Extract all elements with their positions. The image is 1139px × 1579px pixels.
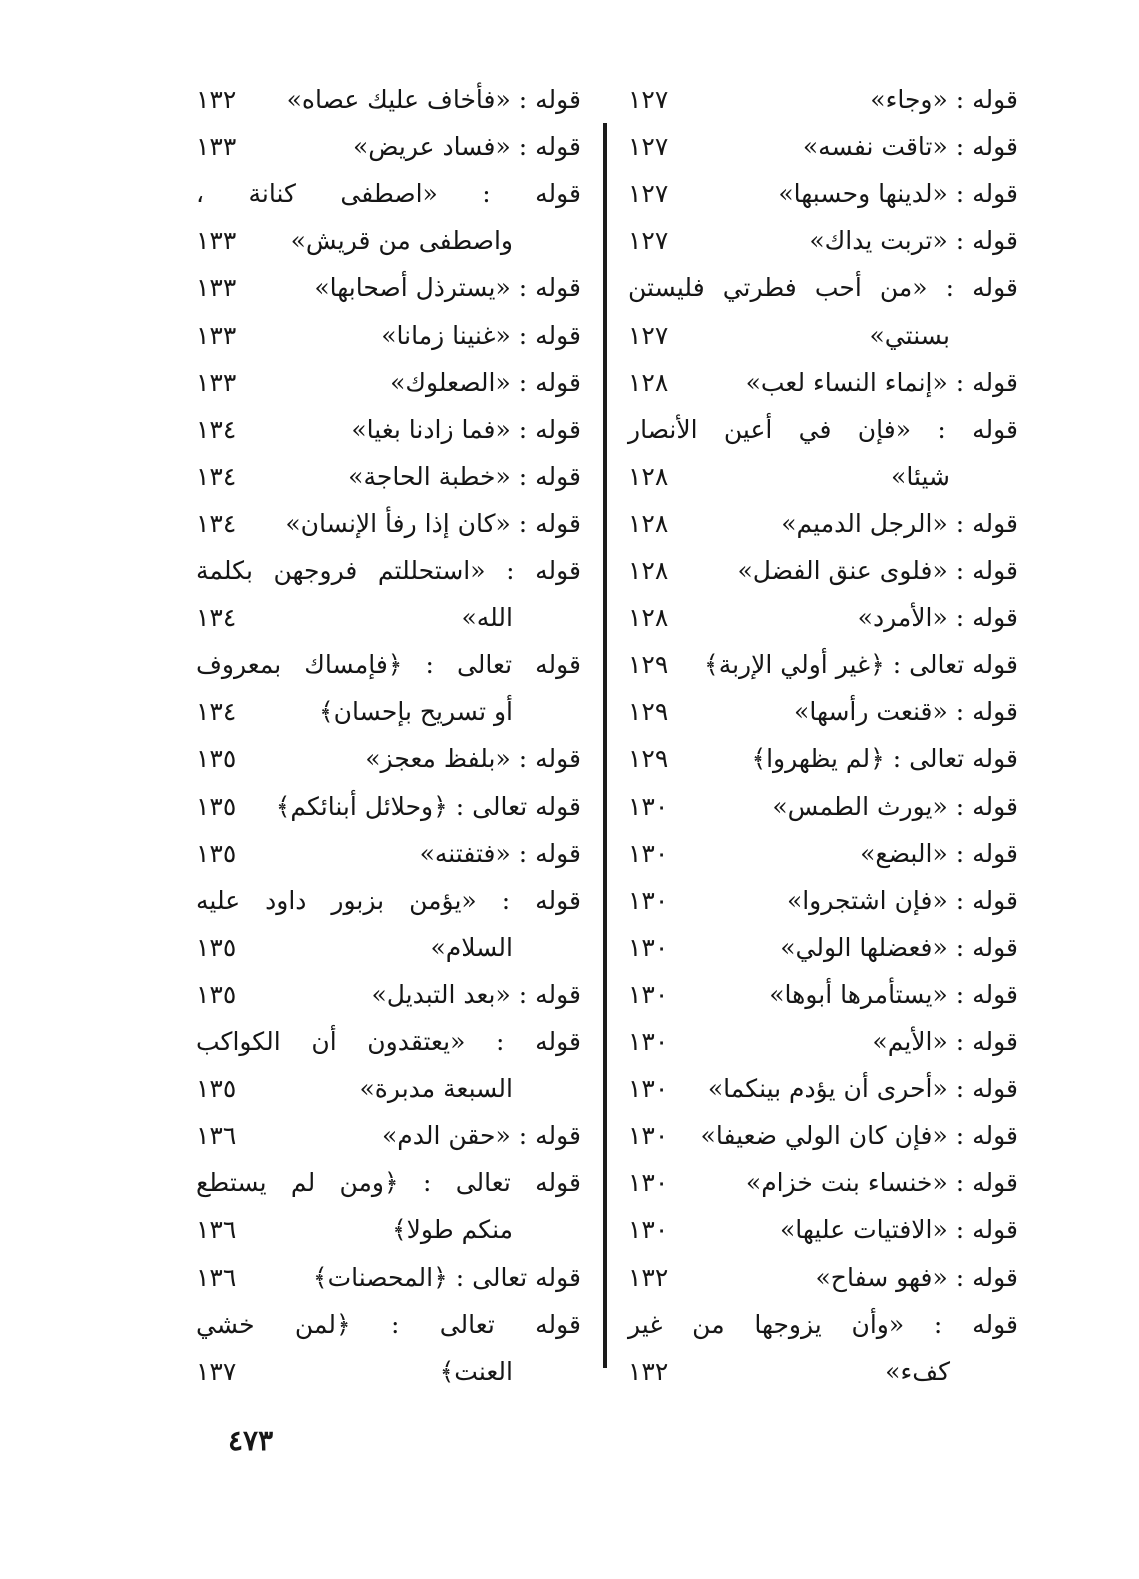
entry-text: واصطفى من قريش» xyxy=(290,226,513,256)
entry-text: قوله : «البضع» xyxy=(860,838,1018,868)
entry-page-number: ١٣٣ xyxy=(196,320,237,350)
entry-page-number: ١٣٥ xyxy=(196,1074,237,1104)
index-entry xyxy=(628,877,1018,925)
entry-page-number: ١٣٤ xyxy=(196,603,237,633)
entry-text: قوله : «فعضلها الولي» xyxy=(780,932,1018,962)
index-entry xyxy=(628,406,1018,454)
entry-page-number: ١٢٨ xyxy=(628,508,669,538)
entry-text: قوله : «من أحب فطرتي فليستن xyxy=(628,273,1018,303)
entry-page-number: ١٢٨ xyxy=(628,556,669,585)
entry-text: قوله : «تربت يداك» xyxy=(809,226,1018,256)
index-entry xyxy=(628,359,1018,407)
entry-page-number: ١٣٥ xyxy=(196,791,237,821)
entry-page-number: ١٢٧ xyxy=(628,320,669,350)
index-entry xyxy=(628,500,1018,548)
entry-text: العنت﴾ xyxy=(439,1356,513,1386)
entry-text: قوله : «فإن في أعين الأنصار xyxy=(628,414,1018,444)
entry-text: قوله : «فإن اشتجروا» xyxy=(786,885,1018,915)
entry-text: السلام» xyxy=(430,932,513,962)
entry-page-number: ١٢٨ xyxy=(628,461,669,491)
entry-text: قوله : «إنماء النساء لعب» xyxy=(745,367,1018,397)
entry-text: بسنتي» xyxy=(869,320,950,350)
index-entry xyxy=(196,877,581,925)
index-entry xyxy=(628,1065,1018,1113)
index-entry xyxy=(196,594,581,642)
entry-page-number: ١٢٧ xyxy=(628,85,669,114)
index-entry xyxy=(628,971,1018,1019)
index-entry xyxy=(196,264,581,312)
entry-page-number: ١٣٢ xyxy=(628,1262,669,1292)
entry-page-number: ١٢٩ xyxy=(628,697,669,727)
index-entry xyxy=(196,1159,581,1207)
index-entry xyxy=(196,123,581,171)
entry-page-number: ١٣٦ xyxy=(196,1121,237,1151)
entry-text: قوله تعالى : ﴿لمن خشي xyxy=(196,1309,581,1339)
index-entry xyxy=(196,688,581,736)
index-entry xyxy=(628,453,1018,501)
index-entry xyxy=(628,924,1018,972)
entry-text: قوله : «فما زادنا بغيا» xyxy=(351,414,581,444)
entry-page-number: ١٢٨ xyxy=(628,603,669,633)
column-divider xyxy=(603,123,607,1368)
entry-text: قوله : «الرجل الدميم» xyxy=(781,508,1018,538)
index-entry xyxy=(196,453,581,501)
index-entry xyxy=(628,123,1018,171)
entry-text: قوله : «فتفتنه» xyxy=(419,838,581,868)
index-entry xyxy=(628,1254,1018,1302)
index-entry xyxy=(628,1206,1018,1254)
entry-text: قوله : «خنساء بنت خزام» xyxy=(745,1168,1018,1198)
index-entry xyxy=(628,641,1018,689)
entry-text: كفء» xyxy=(885,1356,950,1386)
entry-text: قوله : «خطبة الحاجة» xyxy=(348,461,581,491)
index-entry xyxy=(196,1065,581,1113)
index-entry xyxy=(628,1301,1018,1349)
index-entry xyxy=(628,1348,1018,1396)
entry-text: قوله : «الأيم» xyxy=(872,1027,1018,1056)
entry-text: قوله : «يستأمرها أبوها» xyxy=(769,979,1018,1009)
entry-text: قوله : «قنعت رأسها» xyxy=(794,697,1018,727)
entry-text: قوله : «تاقت نفسه» xyxy=(802,132,1018,162)
entry-page-number: ١٣٠ xyxy=(628,1121,669,1151)
entry-text: قوله : «فهو سفاح» xyxy=(815,1262,1018,1292)
index-entry xyxy=(628,312,1018,360)
index-entry xyxy=(628,1159,1018,1207)
entry-page-number: ١٣٥ xyxy=(196,932,237,962)
page-number: ٤٧٣ xyxy=(228,1424,274,1457)
entry-text: قوله : «يعتقدون أن الكواكب xyxy=(196,1027,581,1056)
index-entry xyxy=(196,1254,581,1302)
index-entry xyxy=(196,924,581,972)
entry-page-number: ١٣٠ xyxy=(628,838,669,868)
entry-text: السبعة مدبرة» xyxy=(359,1074,513,1104)
index-entry xyxy=(196,500,581,548)
index-entry xyxy=(628,170,1018,218)
entry-page-number: ١٣٥ xyxy=(196,744,237,774)
entry-text: قوله تعالى : ﴿وحلائل أبنائكم﴾ xyxy=(275,791,581,821)
entry-text: قوله : «فساد عريض» xyxy=(352,132,581,162)
entry-text: منكم طولا﴾ xyxy=(391,1215,513,1245)
entry-page-number: ١٣٠ xyxy=(628,979,669,1009)
index-entry xyxy=(628,217,1018,265)
entry-text: قوله تعالى : ﴿ومن لم يستطع xyxy=(196,1168,581,1198)
entry-page-number: ١٢٨ xyxy=(628,367,669,397)
entry-text: قوله : «فإن كان الولي ضعيفا» xyxy=(700,1121,1018,1151)
entry-page-number: ١٢٩ xyxy=(628,650,669,680)
entry-text: قوله تعالى : ﴿فإمساك بمعروف xyxy=(196,650,581,680)
entry-page-number: ١٣٧ xyxy=(196,1356,237,1386)
index-entry xyxy=(628,830,1018,878)
entry-page-number: ١٢٧ xyxy=(628,179,669,209)
entry-text: قوله تعالى : ﴿لم يظهروا﴾ xyxy=(751,744,1018,774)
entry-page-number: ١٢٧ xyxy=(628,226,669,256)
entry-page-number: ١٣٣ xyxy=(196,367,237,397)
index-entry xyxy=(196,735,581,783)
entry-text: قوله : «وجاء» xyxy=(870,85,1018,114)
entry-page-number: ١٣٠ xyxy=(628,791,669,821)
entry-text: قوله : «بعد التبديل» xyxy=(371,979,581,1009)
index-entry xyxy=(628,1018,1018,1066)
index-entry xyxy=(196,1301,581,1349)
entry-text: قوله : «كان إذا رفأ الإنسان» xyxy=(285,508,581,538)
index-entry xyxy=(628,1112,1018,1160)
index-entry xyxy=(196,830,581,878)
entry-page-number: ١٣٢ xyxy=(196,85,237,114)
entry-page-number: ١٣٢ xyxy=(628,1356,669,1386)
entry-text: قوله : «وأن يزوجها من غير xyxy=(628,1309,1018,1339)
entry-page-number: ١٣٣ xyxy=(196,226,237,256)
entry-page-number: ١٣٠ xyxy=(628,932,669,962)
index-entry xyxy=(628,688,1018,736)
index-entry xyxy=(196,783,581,831)
index-entry xyxy=(196,1112,581,1160)
index-entry xyxy=(196,641,581,689)
entry-page-number: ١٣٠ xyxy=(628,1215,669,1245)
entry-text: قوله : «حقن الدم» xyxy=(381,1121,581,1151)
entry-text: قوله : «فلوى عنق الفضل» xyxy=(737,556,1018,585)
index-entry xyxy=(196,406,581,454)
index-entry xyxy=(196,1206,581,1254)
entry-text: الله» xyxy=(461,603,513,633)
entry-page-number: ١٣٤ xyxy=(196,414,237,444)
entry-text: قوله : «الصعلوك» xyxy=(390,367,581,397)
entry-page-number: ١٣٦ xyxy=(196,1262,237,1292)
index-entry xyxy=(628,76,1018,124)
entry-text: شيئا» xyxy=(891,461,950,491)
entry-page-number: ١٣٤ xyxy=(196,697,237,727)
entry-text: قوله : «بلفظ معجز» xyxy=(365,744,581,774)
entry-text: قوله : «استحللتم فروجهن بكلمة xyxy=(196,556,581,585)
entry-text: قوله : «لدينها وحسبها» xyxy=(778,179,1018,209)
entry-page-number: ١٣٦ xyxy=(196,1215,237,1245)
index-entry xyxy=(196,1348,581,1396)
entry-page-number: ١٢٩ xyxy=(628,744,669,774)
entry-page-number: ١٢٧ xyxy=(628,132,669,162)
entry-page-number: ١٣٠ xyxy=(628,885,669,915)
index-entry xyxy=(628,594,1018,642)
index-entry xyxy=(628,547,1018,595)
index-entry xyxy=(196,217,581,265)
entry-text: قوله : «الأمرد» xyxy=(857,603,1018,633)
index-entry xyxy=(628,264,1018,312)
index-entry xyxy=(196,170,581,218)
index-entry xyxy=(196,359,581,407)
entry-text: قوله تعالى : ﴿غير أولي الإربة﴾ xyxy=(704,650,1018,680)
entry-page-number: ١٣٠ xyxy=(628,1074,669,1104)
index-entry xyxy=(196,547,581,595)
index-entry xyxy=(196,76,581,124)
entry-page-number: ١٣٠ xyxy=(628,1168,669,1198)
entry-text: قوله : «يؤمن بزبور داود عليه xyxy=(196,885,581,915)
entry-text: قوله : «الافتيات عليها» xyxy=(779,1215,1018,1245)
entry-text: قوله : «فأخاف عليك عصاه» xyxy=(286,85,581,114)
index-entry xyxy=(628,783,1018,831)
entry-text: قوله : «أحرى أن يؤدم بينكما» xyxy=(707,1074,1018,1104)
entry-text: قوله : «يسترذل أصحابها» xyxy=(314,273,581,303)
entry-text: قوله تعالى : ﴿المحصنات﴾ xyxy=(312,1262,581,1292)
entry-text: أو تسريح بإحسان﴾ xyxy=(318,697,513,727)
index-entry xyxy=(196,971,581,1019)
entry-page-number: ١٣٣ xyxy=(196,132,237,162)
index-entry xyxy=(196,312,581,360)
entry-text: قوله : «يورث الطمس» xyxy=(772,791,1018,821)
entry-text: قوله : «غنينا زمانا» xyxy=(381,320,581,350)
entry-page-number: ١٣٠ xyxy=(628,1027,669,1056)
entry-page-number: ١٣٥ xyxy=(196,979,237,1009)
entry-page-number: ١٣٤ xyxy=(196,508,237,538)
entry-page-number: ١٣٣ xyxy=(196,273,237,303)
entry-page-number: ١٣٤ xyxy=(196,461,237,491)
entry-text: قوله : «اصطفى كنانة ، xyxy=(196,179,581,209)
index-entry xyxy=(196,1018,581,1066)
entry-page-number: ١٣٥ xyxy=(196,838,237,868)
index-entry xyxy=(628,735,1018,783)
